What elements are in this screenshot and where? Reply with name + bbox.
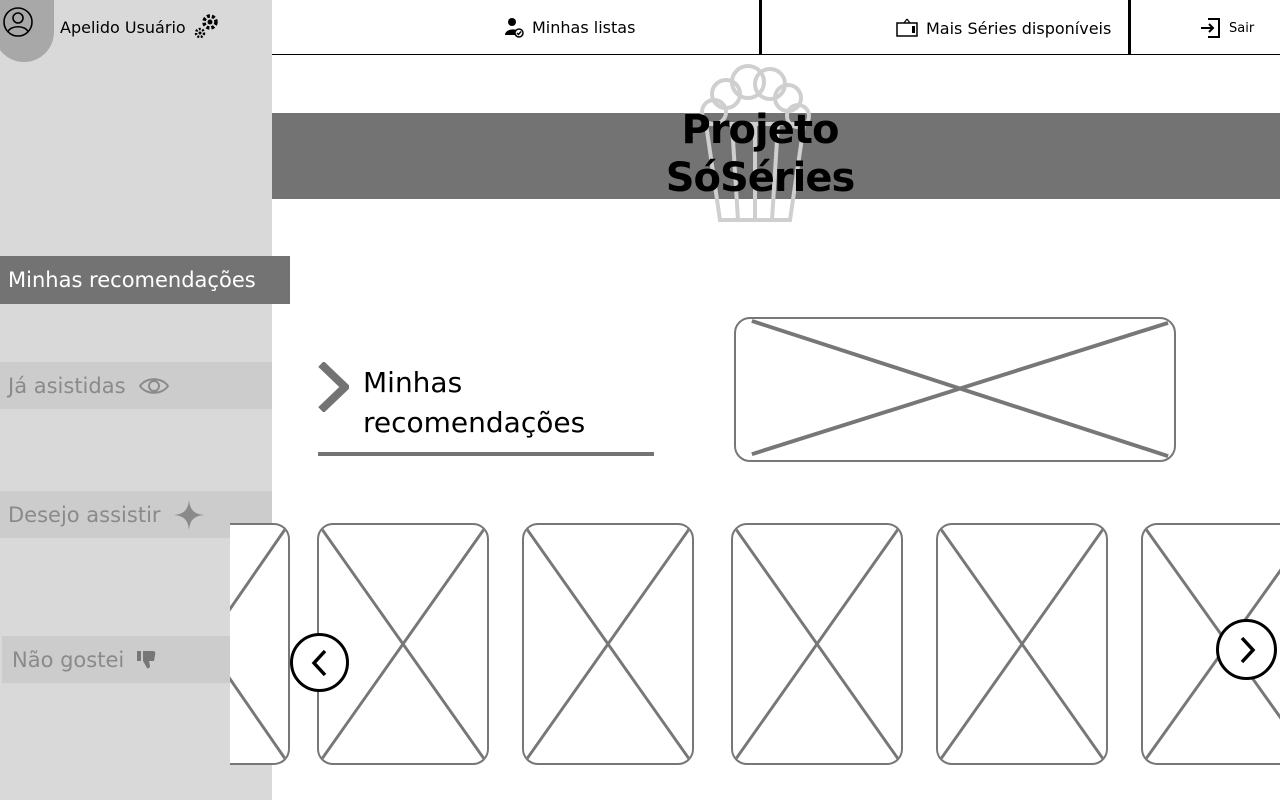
more-series-label: Mais Séries disponíveis — [926, 18, 1112, 38]
my-lists-link[interactable] — [504, 16, 635, 38]
topbar-separator — [759, 0, 762, 54]
logout-icon — [1199, 17, 1221, 39]
chevron-right-icon — [1236, 635, 1258, 665]
carousel-prev-button[interactable] — [290, 633, 349, 692]
user-circle-icon — [2, 6, 34, 38]
exit-link[interactable] — [1199, 17, 1254, 39]
more-series-link[interactable] — [896, 18, 1111, 38]
my-lists-label: Minhas listas — [532, 17, 636, 37]
topbar-divider — [272, 54, 1280, 55]
exit-label: Sair — [1229, 20, 1255, 36]
sidebar-item-label: Desejo assistir — [8, 502, 161, 527]
section-title-line: Minhas — [363, 366, 463, 399]
sidebar-item-label: Não gostei — [12, 647, 125, 672]
image-placeholder-icon — [938, 525, 1106, 763]
series-card[interactable] — [731, 523, 903, 765]
settings-gears-icon[interactable] — [193, 12, 221, 40]
image-placeholder-icon — [524, 525, 692, 763]
section-title — [363, 363, 585, 443]
section-title-line: recomendações — [363, 406, 586, 439]
sidebar-item-watched[interactable] — [0, 362, 272, 409]
page-title — [600, 106, 920, 202]
featured-image-placeholder[interactable] — [734, 317, 1176, 462]
tv-icon — [896, 18, 918, 38]
sidebar-item-label: Minhas recomendações — [8, 268, 256, 292]
thumbs-down-icon — [136, 650, 158, 670]
carousel-next-button[interactable] — [1216, 619, 1277, 680]
page-title-line: SóSéries — [665, 155, 855, 201]
series-card[interactable] — [230, 523, 290, 765]
section-underline — [318, 452, 654, 456]
eye-icon — [138, 375, 170, 397]
image-placeholder-icon — [230, 525, 288, 763]
chevron-right-icon — [317, 362, 349, 412]
series-card[interactable] — [522, 523, 694, 765]
user-check-icon — [504, 16, 524, 38]
series-card[interactable] — [936, 523, 1108, 765]
image-placeholder-icon — [736, 319, 1174, 460]
chevron-left-icon — [309, 648, 331, 678]
sparkle-icon — [173, 499, 205, 531]
sidebar-item-recommendations[interactable] — [0, 256, 290, 304]
image-placeholder-icon — [733, 525, 901, 763]
topbar-separator — [1128, 0, 1131, 54]
page-title-line: Projeto — [681, 107, 839, 153]
image-placeholder-icon — [319, 525, 487, 763]
username: Apelido Usuário — [60, 18, 186, 37]
sidebar-item-label: Já asistidas — [8, 373, 126, 398]
